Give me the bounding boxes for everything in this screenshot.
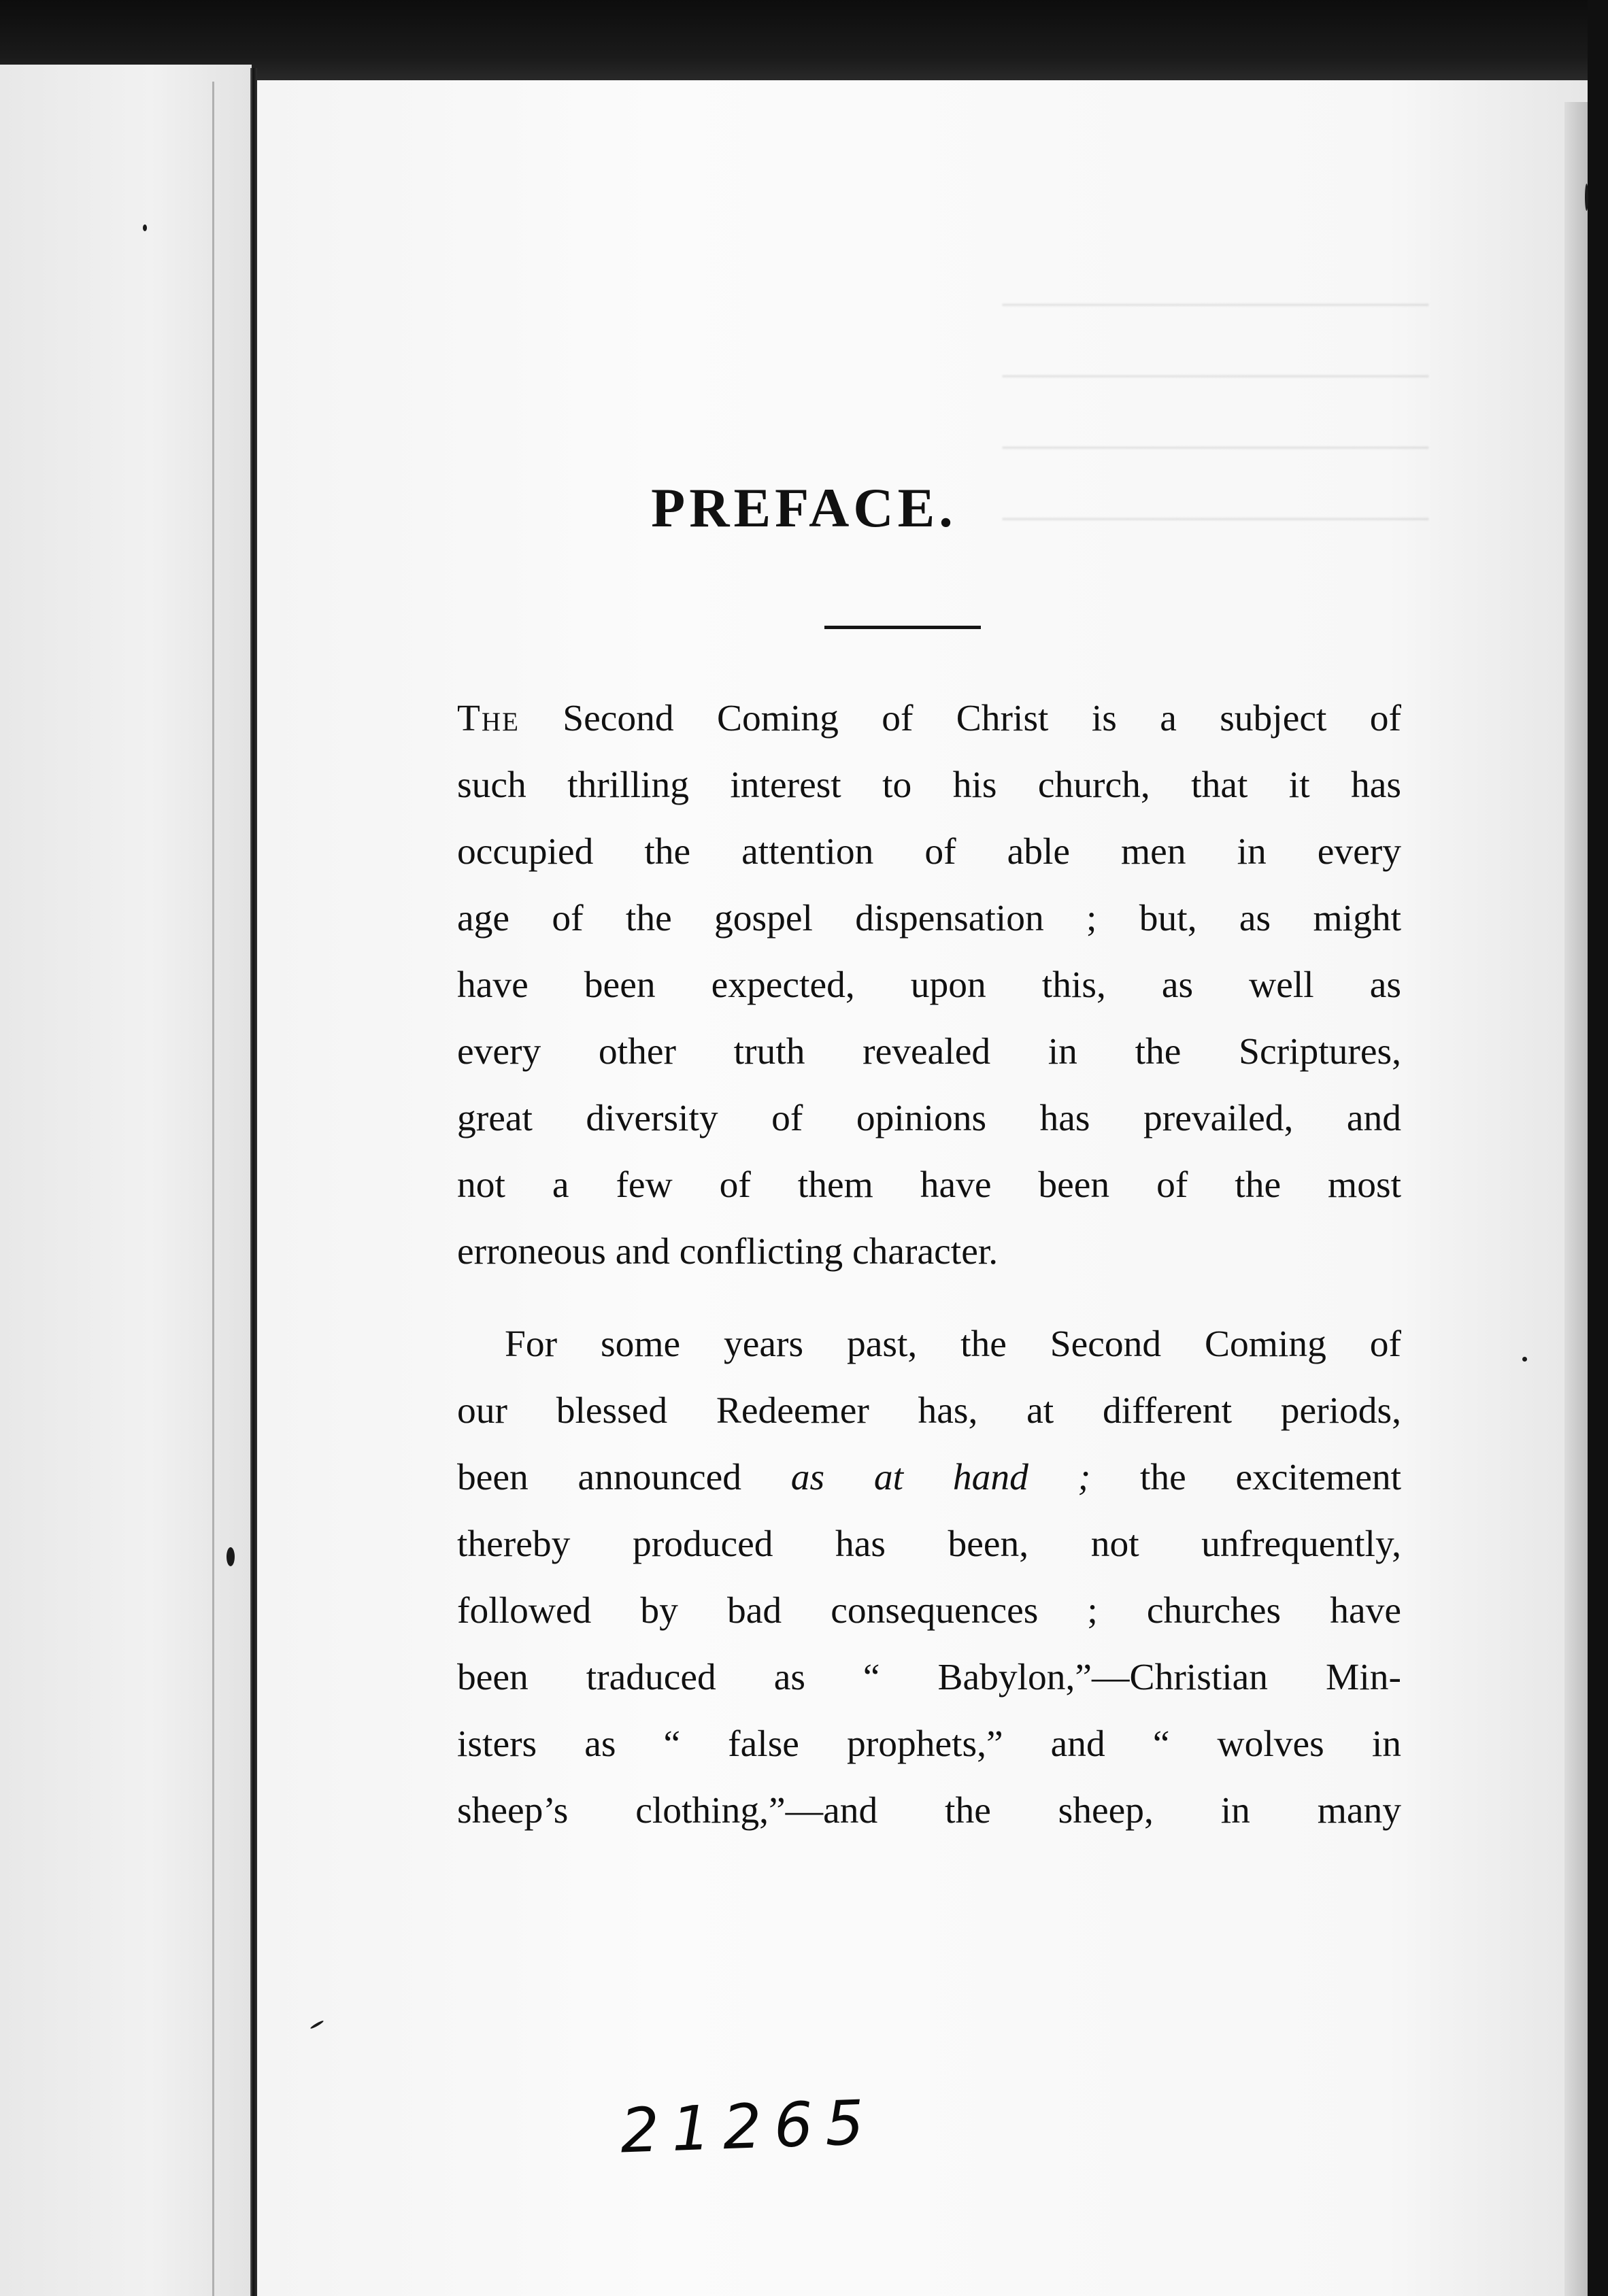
show-through-texture: ───────────────── ───────────────── ───────────────── ───────────────── <box>1002 285 1428 538</box>
book-gutter <box>250 68 257 2296</box>
scan-speck <box>1522 1357 1527 1362</box>
text-line: followed by bad consequences ; churches have <box>457 1590 1401 1632</box>
scan-right-border <box>1588 0 1608 2296</box>
preface-body <box>457 686 1401 1844</box>
emphasis: as at hand ; <box>790 1457 1091 1498</box>
scan-speck <box>143 224 147 231</box>
text-line: not a few of them have been of the most <box>457 1164 1401 1206</box>
paragraph-1 <box>457 686 1401 1285</box>
text-line: have been expected, upon this, as well as <box>457 964 1401 1006</box>
text-line: every other truth revealed in the Scriptures, <box>457 1031 1401 1073</box>
text-line: thereby produced has been, not unfrequently, <box>457 1523 1401 1565</box>
title-rule <box>824 626 981 629</box>
page-edge-shadow <box>1564 102 1588 2296</box>
text-line: our blessed Redeemer has, at different periods, <box>457 1390 1401 1432</box>
text-line: sheep’s clothing,”—and the sheep, in many <box>457 1790 1401 1831</box>
text-line: great diversity of opinions has prevailed, and <box>457 1098 1401 1139</box>
text-line: age of the gospel dispensation ; but, as might <box>457 898 1401 939</box>
text-line: such thrilling interest to his church, that it has <box>457 764 1401 806</box>
text-line: The Second Coming of Christ is a subject of <box>457 698 1401 739</box>
scan-speck <box>227 1547 235 1566</box>
lead-word: The <box>457 698 520 739</box>
text-line: been traduced as “ Babylon,”—Christian Min- <box>457 1657 1401 1698</box>
paragraph-2 <box>457 1311 1401 1844</box>
text-line: For some years past, the Second Coming of <box>505 1323 1401 1365</box>
page-title: PREFACE. <box>651 477 957 539</box>
handwritten-accession-number: 21265 <box>619 2087 878 2167</box>
text-line: occupied the attention of able men in every <box>457 831 1401 873</box>
left-page-fold <box>212 82 214 2296</box>
text-line: isters as “ false prophets,” and “ wolves in <box>457 1723 1401 1765</box>
scan-speck <box>1585 184 1588 211</box>
text-line: been announced as at hand ; the excitement <box>457 1457 1402 1498</box>
text-line: erroneous and conflicting character. <box>457 1231 999 1272</box>
